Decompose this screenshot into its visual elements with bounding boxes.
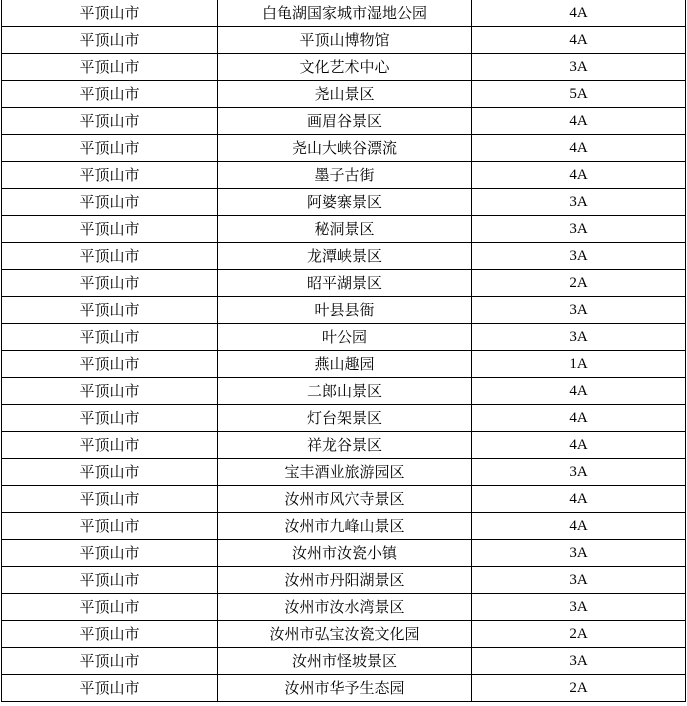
table-row	[2, 648, 686, 675]
scenic-name-cell: 汝州市风穴寺景区	[218, 486, 472, 513]
grade-cell: 4A	[472, 135, 686, 162]
scenic-spots-table	[1, 0, 686, 702]
city-cell: 平顶山市	[2, 108, 218, 135]
table-row	[2, 270, 686, 297]
grade-cell: 5A	[472, 81, 686, 108]
grade-cell: 4A	[472, 486, 686, 513]
city-cell: 平顶山市	[2, 594, 218, 621]
table-row	[2, 486, 686, 513]
table-row	[2, 351, 686, 378]
scenic-name-cell: 画眉谷景区	[218, 108, 472, 135]
city-cell: 平顶山市	[2, 54, 218, 81]
grade-cell: 3A	[472, 540, 686, 567]
table-row	[2, 297, 686, 324]
table-row	[2, 675, 686, 702]
city-cell: 平顶山市	[2, 243, 218, 270]
scenic-name-cell: 汝州市丹阳湖景区	[218, 567, 472, 594]
table-row	[2, 567, 686, 594]
grade-cell: 3A	[472, 594, 686, 621]
scenic-name-cell: 白龟湖国家城市湿地公园	[218, 0, 472, 27]
city-cell: 平顶山市	[2, 513, 218, 540]
table-row	[2, 621, 686, 648]
table-row	[2, 243, 686, 270]
scenic-name-cell: 墨子古街	[218, 162, 472, 189]
city-cell: 平顶山市	[2, 270, 218, 297]
scenic-name-cell: 秘洞景区	[218, 216, 472, 243]
city-cell: 平顶山市	[2, 351, 218, 378]
scenic-name-cell: 灯台架景区	[218, 405, 472, 432]
table-row	[2, 432, 686, 459]
scenic-name-cell: 龙潭峡景区	[218, 243, 472, 270]
city-cell: 平顶山市	[2, 189, 218, 216]
city-cell: 平顶山市	[2, 378, 218, 405]
grade-cell: 4A	[472, 432, 686, 459]
city-cell: 平顶山市	[2, 621, 218, 648]
table-row	[2, 27, 686, 54]
city-cell: 平顶山市	[2, 27, 218, 54]
table-body	[2, 0, 686, 702]
scenic-name-cell: 汝州市汝瓷小镇	[218, 540, 472, 567]
scenic-name-cell: 尧山景区	[218, 81, 472, 108]
grade-cell: 4A	[472, 108, 686, 135]
grade-cell: 3A	[472, 567, 686, 594]
scenic-name-cell: 平顶山博物馆	[218, 27, 472, 54]
city-cell: 平顶山市	[2, 675, 218, 702]
table-row	[2, 189, 686, 216]
city-cell: 平顶山市	[2, 486, 218, 513]
table-row	[2, 324, 686, 351]
city-cell: 平顶山市	[2, 162, 218, 189]
table-row	[2, 135, 686, 162]
grade-cell: 4A	[472, 513, 686, 540]
city-cell: 平顶山市	[2, 405, 218, 432]
city-cell: 平顶山市	[2, 540, 218, 567]
table-row	[2, 216, 686, 243]
city-cell: 平顶山市	[2, 81, 218, 108]
grade-cell: 3A	[472, 189, 686, 216]
scenic-name-cell: 汝州市华予生态园	[218, 675, 472, 702]
city-cell: 平顶山市	[2, 432, 218, 459]
table-row	[2, 54, 686, 81]
table-row	[2, 108, 686, 135]
grade-cell: 3A	[472, 216, 686, 243]
grade-cell: 3A	[472, 459, 686, 486]
city-cell: 平顶山市	[2, 216, 218, 243]
scenic-name-cell: 汝州市怪坡景区	[218, 648, 472, 675]
grade-cell: 4A	[472, 378, 686, 405]
table-row	[2, 162, 686, 189]
scenic-name-cell: 汝州市弘宝汝瓷文化园	[218, 621, 472, 648]
scenic-name-cell: 燕山趣园	[218, 351, 472, 378]
table-row	[2, 594, 686, 621]
city-cell: 平顶山市	[2, 324, 218, 351]
table-row	[2, 513, 686, 540]
scenic-name-cell: 昭平湖景区	[218, 270, 472, 297]
city-cell: 平顶山市	[2, 0, 218, 27]
table-row	[2, 540, 686, 567]
table-row	[2, 0, 686, 27]
grade-cell: 1A	[472, 351, 686, 378]
city-cell: 平顶山市	[2, 648, 218, 675]
scenic-name-cell: 尧山大峡谷漂流	[218, 135, 472, 162]
scenic-name-cell: 祥龙谷景区	[218, 432, 472, 459]
grade-cell: 3A	[472, 297, 686, 324]
scenic-name-cell: 宝丰酒业旅游园区	[218, 459, 472, 486]
grade-cell: 4A	[472, 0, 686, 27]
grade-cell: 4A	[472, 27, 686, 54]
scenic-name-cell: 阿婆寨景区	[218, 189, 472, 216]
scenic-name-cell: 汝州市九峰山景区	[218, 513, 472, 540]
scenic-name-cell: 文化艺术中心	[218, 54, 472, 81]
city-cell: 平顶山市	[2, 297, 218, 324]
grade-cell: 2A	[472, 675, 686, 702]
table-row	[2, 378, 686, 405]
grade-cell: 4A	[472, 405, 686, 432]
city-cell: 平顶山市	[2, 135, 218, 162]
table-row	[2, 459, 686, 486]
grade-cell: 3A	[472, 54, 686, 81]
scenic-name-cell: 汝州市汝水湾景区	[218, 594, 472, 621]
grade-cell: 3A	[472, 243, 686, 270]
table-row	[2, 405, 686, 432]
scenic-name-cell: 叶县县衙	[218, 297, 472, 324]
table-row	[2, 81, 686, 108]
scenic-name-cell: 叶公园	[218, 324, 472, 351]
city-cell: 平顶山市	[2, 459, 218, 486]
grade-cell: 2A	[472, 270, 686, 297]
grade-cell: 3A	[472, 648, 686, 675]
grade-cell: 4A	[472, 162, 686, 189]
grade-cell: 2A	[472, 621, 686, 648]
city-cell: 平顶山市	[2, 567, 218, 594]
scenic-name-cell: 二郎山景区	[218, 378, 472, 405]
grade-cell: 3A	[472, 324, 686, 351]
